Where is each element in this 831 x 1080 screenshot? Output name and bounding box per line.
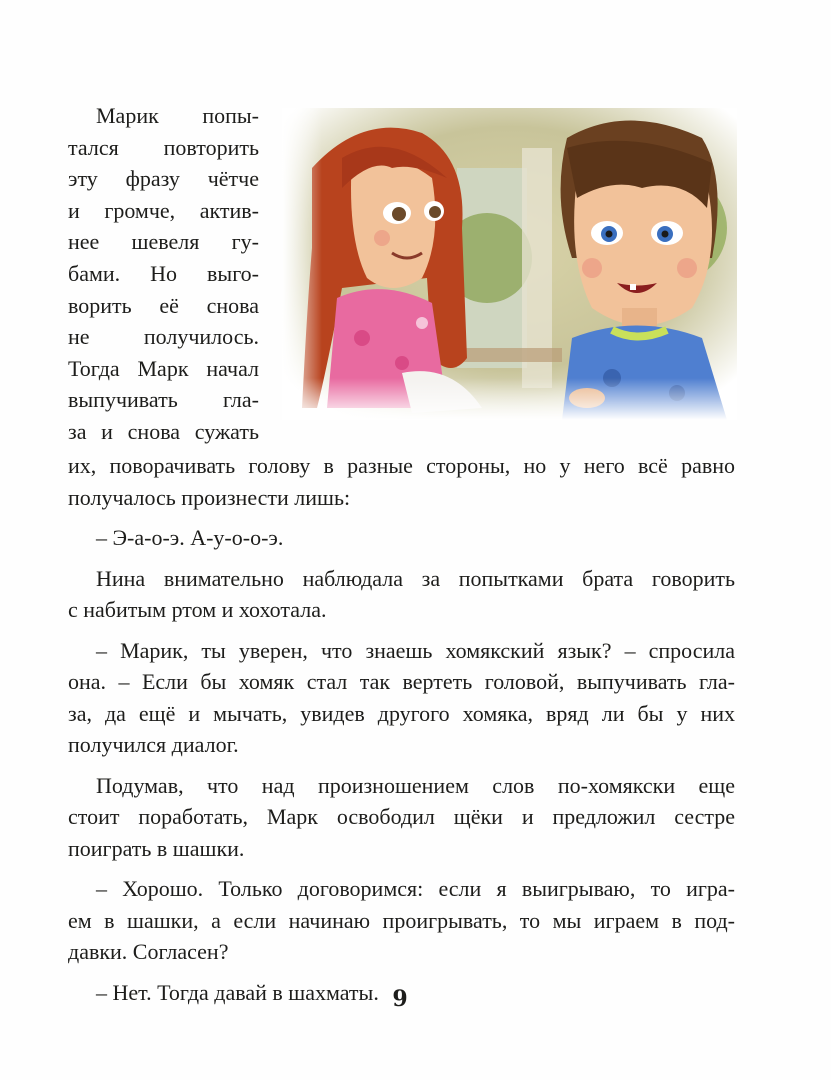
text-line: эту фразу чётче: [68, 166, 259, 192]
wrapped-text-column: [68, 100, 259, 448]
illustration-drawing: [282, 108, 737, 420]
body-text: [68, 450, 735, 1017]
text-line: тался повторить: [68, 134, 259, 160]
paragraph: [68, 770, 735, 865]
text-line: Тогда Марк начал: [68, 355, 259, 381]
text-line: за и снова сужать: [68, 418, 259, 444]
text-line: получился диалог.: [68, 732, 239, 757]
paragraph: [68, 635, 735, 761]
text-line: Подумав, что над произношением слов по-хомякски еще: [96, 772, 735, 798]
text-line: она. – Если бы хомяк стал так вертеть головой, выпучивать гла-: [68, 669, 735, 694]
text-line: Марик попы-: [96, 103, 259, 128]
text-line: – Марик, ты уверен, что знаешь хомякский язык? – спросила: [96, 637, 735, 663]
text-line: поиграть в шашки.: [68, 835, 245, 861]
text-line: Нина внимательно наблюдала за попытками брата говорить: [96, 565, 735, 591]
text-line: их, поворачивать голову в разные стороны, но у него всё равно: [68, 453, 735, 478]
text-line: получалось произнести лишь:: [68, 484, 351, 510]
text-line: с набитым ртом и хохотала.: [68, 597, 327, 622]
page-number: 9: [392, 986, 408, 1012]
text-line: ем в шашки, а если начинаю проигрывать, то мы играем в под-: [68, 907, 735, 933]
text-line: выпучивать гла-: [68, 387, 259, 413]
paragraph: [68, 450, 735, 513]
text-line: нее шевеля гу-: [68, 229, 259, 255]
text-line: давки. Согласен?: [68, 939, 229, 964]
text-line: – Хорошо. Только договоримся: если я выигрываю, то игра-: [96, 876, 735, 901]
text-line: ворить её снова: [68, 292, 259, 318]
text-line: – Нет. Тогда давай в шахматы.: [96, 979, 379, 1005]
text-line: и громче, актив-: [68, 197, 259, 223]
illustration-girl-and-boy: [282, 108, 737, 420]
text-line: – Э-а-о-э. А-у-о-о-э.: [96, 525, 284, 550]
paragraph: [68, 563, 735, 626]
text-line: не получилось.: [68, 324, 259, 350]
text-line: стоит поработать, Марк освободил щёки и предложил сестре: [68, 804, 735, 829]
text-line: за, да ещё и мычать, увидев другого хомяка, вряд ли бы у них: [68, 700, 735, 726]
paragraph: [68, 873, 735, 968]
paragraph: [68, 522, 735, 554]
text-line: бами. Но выго-: [68, 260, 259, 286]
